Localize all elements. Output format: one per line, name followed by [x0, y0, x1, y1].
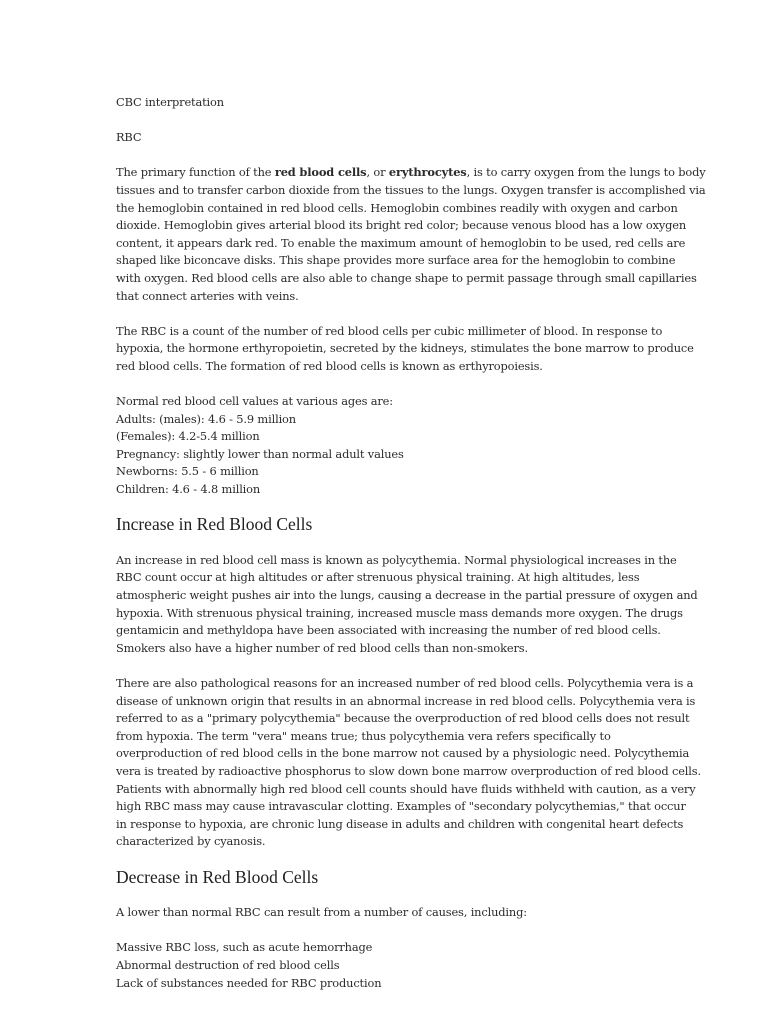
intro-first-line: The primary function of the red blood cells, or erythrocytes, is to carry oxygen from the lungs to body: [116, 165, 706, 180]
increase-line: high RBC mass may cause intravascular clotting. Examples of "secondary polycythemias," that occur: [116, 799, 686, 814]
intro-line: tissues and to transfer carbon dioxide from the tissues to the lungs. Oxygen transfer is accomplished via: [116, 182, 706, 197]
rbc-count-paragraph: [116, 323, 694, 376]
increase-line: in response to hypoxia, are chronic lung disease in adults and children with congenital heart defects: [116, 816, 684, 831]
section-label-rbc: RBC: [116, 130, 142, 145]
increase-line: disease of unknown origin that results in an abnormal increase in red blood cells. Polycythemia vera is: [116, 693, 696, 708]
increase-paragraph-2: [116, 675, 701, 851]
rbc-count-line: hypoxia, the hormone erthyropoietin, secreted by the kidneys, stimulates the bone marrow to produce: [116, 341, 694, 356]
increase-line: atmospheric weight pushes air into the lungs, causing a decrease in the partial pressure of oxygen and: [116, 588, 698, 603]
decrease-cause-item: Massive RBC loss, such as acute hemorrhage: [116, 940, 373, 955]
increase-paragraph-1: [116, 552, 698, 658]
increase-line: vera is treated by radioactive phosphorus to slow down bone marrow overproduction of red blood cells.: [116, 763, 701, 778]
intro-paragraph: [116, 164, 706, 305]
intro-line: content, it appears dark red. To enable the maximum amount of hemoglobin to be used, red cells are: [116, 235, 686, 250]
increase-line: Patients with abnormally high red blood cell counts should have fluids withheld with caution, as a very: [116, 781, 696, 796]
term-erythrocytes: erythrocytes: [388, 165, 467, 180]
normal-values-list: [116, 393, 656, 499]
intro-line: shaped like biconcave disks. This shape provides more surface area for the hemoglobin to combine: [116, 253, 676, 268]
decrease-causes-list: [116, 939, 656, 992]
rbc-count-line: The RBC is a count of the number of red blood cells per cubic millimeter of blood. In response to: [116, 323, 663, 338]
heading-increase: Increase in Red Blood Cells: [116, 514, 313, 535]
decrease-cause-item: Lack of substances needed for RBC production: [116, 975, 382, 990]
normal-value-item: Adults: (males): 4.6 - 5.9 million: [116, 411, 296, 426]
increase-line: overproduction of red blood cells in the bone marrow not caused by a physiologic need. Polycythemia: [116, 746, 690, 761]
decrease-cause-item: Abnormal destruction of red blood cells: [116, 957, 340, 972]
increase-line: hypoxia. With strenuous physical training, increased muscle mass demands more oxygen. The drugs: [116, 605, 683, 620]
normal-value-item: Children: 4.6 - 4.8 million: [116, 482, 261, 497]
intro-line: dioxide. Hemoglobin gives arterial blood its bright red color; because venous blood has a low oxygen: [116, 218, 687, 233]
heading-decrease: Decrease in Red Blood Cells: [116, 866, 319, 887]
increase-line: An increase in red blood cell mass is known as polycythemia. Normal physiological increases in the: [116, 552, 677, 567]
document-title: CBC interpretation: [116, 95, 224, 109]
increase-line: There are also pathological reasons for an increased number of red blood cells. Polycythemia vera is a: [116, 676, 694, 690]
term-red-blood-cells: red blood cells: [274, 165, 367, 180]
increase-line: referred to as a "primary polycythemia" because the overproduction of red blood cells does not result: [116, 711, 690, 726]
increase-line: characterized by cyanosis.: [116, 834, 266, 849]
document-page: [116, 94, 706, 1010]
intro-line: with oxygen. Red blood cells are also able to change shape to permit passage through small capillaries: [116, 270, 697, 285]
increase-line: from hypoxia. The term "vera" means true; thus polycythemia vera refers specifically to: [116, 728, 611, 743]
rbc-count-line: red blood cells. The formation of red blood cells is known as erthyropoiesis.: [116, 358, 543, 373]
increase-line: gentamicin and methyldopa have been associated with increasing the number of red blood cells.: [116, 623, 661, 638]
normal-values-intro: Normal red blood cell values at various ages are:: [116, 394, 393, 409]
intro-line: that connect arteries with veins.: [116, 288, 299, 303]
intro-line: the hemoglobin contained in red blood cells. Hemoglobin combines readily with oxygen and carbon: [116, 200, 678, 215]
increase-line: Smokers also have a higher number of red blood cells than non-smokers.: [116, 640, 528, 655]
normal-value-item: (Females): 4.2-5.4 million: [116, 429, 260, 444]
normal-value-item: Newborns: 5.5 - 6 million: [116, 464, 259, 479]
decrease-intro: A lower than normal RBC can result from a number of causes, including:: [116, 905, 527, 920]
normal-value-item: Pregnancy: slightly lower than normal adult values: [116, 446, 404, 461]
increase-line: RBC count occur at high altitudes or after strenuous physical training. At high altitudes, less: [116, 570, 640, 585]
